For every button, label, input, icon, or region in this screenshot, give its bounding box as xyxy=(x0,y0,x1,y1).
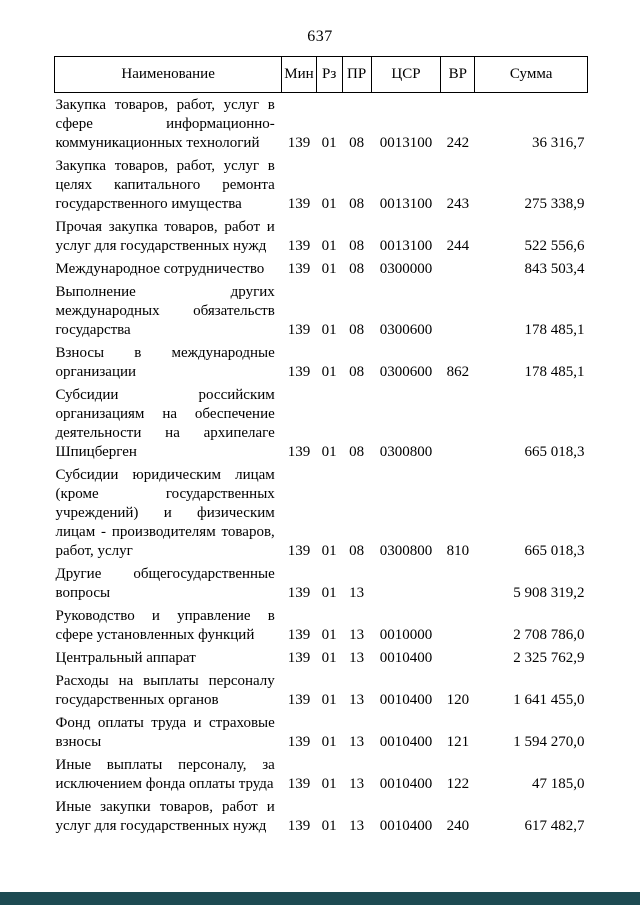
page-bottom-scan-bar xyxy=(0,892,640,905)
row-min: 139 xyxy=(287,818,311,834)
table-row xyxy=(55,341,588,383)
table-row xyxy=(55,280,588,341)
row-name: Руководство и управление в сфере установленных функций xyxy=(55,608,275,643)
row-pr: 08 xyxy=(349,444,365,460)
table-row xyxy=(55,646,588,669)
row-summa: 178 485,1 xyxy=(524,322,585,338)
row-vr: 243 xyxy=(446,196,470,212)
row-csr: 0013100 xyxy=(379,196,433,212)
row-rz: 01 xyxy=(321,444,337,460)
row-name: Субсидии российским организациям на обеспечение деятельности на архипелаге Шпицберген xyxy=(55,387,275,460)
row-vr xyxy=(441,383,475,463)
row-min: 139 xyxy=(287,543,311,559)
row-pr: 08 xyxy=(349,261,365,277)
row-pr: 13 xyxy=(349,818,365,834)
row-min: 139 xyxy=(287,692,311,708)
header-csr: ЦСР xyxy=(371,57,441,93)
row-rz: 01 xyxy=(321,585,337,601)
row-vr: 121 xyxy=(446,734,470,750)
table-row xyxy=(55,93,588,155)
budget-table xyxy=(54,56,588,837)
row-pr: 08 xyxy=(349,543,365,559)
row-csr: 0300800 xyxy=(379,543,433,559)
row-min: 139 xyxy=(287,261,311,277)
row-pr: 13 xyxy=(349,585,365,601)
row-min: 139 xyxy=(287,364,311,380)
row-vr: 120 xyxy=(446,692,470,708)
row-csr xyxy=(371,562,441,604)
row-pr: 13 xyxy=(349,627,365,643)
row-summa: 5 908 319,2 xyxy=(513,585,585,601)
row-name: Международное сотрудничество xyxy=(55,261,265,277)
row-csr: 0010400 xyxy=(379,818,433,834)
table-header-row xyxy=(55,57,588,93)
row-rz: 01 xyxy=(321,196,337,212)
table-row xyxy=(55,669,588,711)
row-vr xyxy=(441,280,475,341)
row-name: Иные закупки товаров, работ и услуг для государственных нужд xyxy=(55,799,275,834)
row-summa: 617 482,7 xyxy=(524,818,585,834)
row-rz: 01 xyxy=(321,261,337,277)
row-name: Другие общегосударственные вопросы xyxy=(55,566,275,601)
row-name: Расходы на выплаты персоналу государственных органов xyxy=(55,673,275,708)
row-min: 139 xyxy=(287,650,311,666)
row-pr: 13 xyxy=(349,776,365,792)
row-vr: 810 xyxy=(446,543,470,559)
row-min: 139 xyxy=(287,196,311,212)
row-min: 139 xyxy=(287,444,311,460)
row-rz: 01 xyxy=(321,322,337,338)
header-vr: ВР xyxy=(441,57,475,93)
row-rz: 01 xyxy=(321,776,337,792)
row-rz: 01 xyxy=(321,734,337,750)
row-vr xyxy=(441,562,475,604)
row-min: 139 xyxy=(287,238,311,254)
row-summa: 2 325 762,9 xyxy=(513,650,585,666)
row-rz: 01 xyxy=(321,650,337,666)
row-name: Фонд оплаты труда и страховые взносы xyxy=(55,715,275,750)
table-row xyxy=(55,711,588,753)
row-vr: 862 xyxy=(446,364,470,380)
row-summa: 36 316,7 xyxy=(532,135,585,151)
row-vr xyxy=(441,604,475,646)
row-name: Центральный аппарат xyxy=(55,650,196,666)
table-row xyxy=(55,383,588,463)
row-pr: 08 xyxy=(349,238,365,254)
row-min: 139 xyxy=(287,135,311,151)
row-summa: 665 018,3 xyxy=(524,444,585,460)
row-csr: 0010400 xyxy=(379,692,433,708)
row-summa: 1 594 270,0 xyxy=(513,734,585,750)
table-row xyxy=(55,215,588,257)
row-rz: 01 xyxy=(321,364,337,380)
row-vr: 244 xyxy=(446,238,470,254)
row-vr: 240 xyxy=(446,818,470,834)
row-summa: 275 338,9 xyxy=(524,196,585,212)
row-name: Закупка товаров, работ, услуг в целях капитального ремонта государственного имущества xyxy=(55,158,275,212)
row-summa: 47 185,0 xyxy=(532,776,585,792)
row-csr: 0010400 xyxy=(379,650,433,666)
row-min: 139 xyxy=(287,585,311,601)
row-rz: 01 xyxy=(321,135,337,151)
row-pr: 08 xyxy=(349,364,365,380)
row-name: Прочая закупка товаров, работ и услуг для государственных нужд xyxy=(55,219,275,254)
header-rz: Рз xyxy=(316,57,342,93)
row-pr: 13 xyxy=(349,734,365,750)
row-name: Закупка товаров, работ, услуг в сфере информационно-коммуникационных технологий xyxy=(55,97,275,151)
row-pr: 13 xyxy=(349,650,365,666)
table-row xyxy=(55,753,588,795)
row-pr: 08 xyxy=(349,322,365,338)
row-csr: 0300000 xyxy=(379,261,433,277)
row-csr: 0013100 xyxy=(379,135,433,151)
table-row xyxy=(55,154,588,215)
row-pr: 13 xyxy=(349,692,365,708)
row-min: 139 xyxy=(287,627,311,643)
row-summa: 665 018,3 xyxy=(524,543,585,559)
table-row xyxy=(55,463,588,562)
row-summa: 843 503,4 xyxy=(524,261,585,277)
row-csr: 0010400 xyxy=(379,734,433,750)
header-pr: ПР xyxy=(342,57,371,93)
row-csr: 0300600 xyxy=(379,364,433,380)
row-min: 139 xyxy=(287,776,311,792)
row-csr: 0300600 xyxy=(379,322,433,338)
table-body xyxy=(55,93,588,838)
row-rz: 01 xyxy=(321,627,337,643)
row-summa: 522 556,6 xyxy=(524,238,585,254)
row-summa: 1 641 455,0 xyxy=(513,692,585,708)
table-row xyxy=(55,795,588,837)
table-row xyxy=(55,257,588,280)
row-name: Выполнение других международных обязательств государства xyxy=(55,284,275,338)
row-vr: 242 xyxy=(446,135,470,151)
page-number: 637 xyxy=(307,28,333,45)
row-rz: 01 xyxy=(321,692,337,708)
row-rz: 01 xyxy=(321,543,337,559)
row-vr xyxy=(441,257,475,280)
row-vr: 122 xyxy=(446,776,470,792)
row-min: 139 xyxy=(287,322,311,338)
row-pr: 08 xyxy=(349,135,365,151)
row-name: Взносы в международные организации xyxy=(55,345,275,380)
row-pr: 08 xyxy=(349,196,365,212)
row-rz: 01 xyxy=(321,238,337,254)
row-summa: 2 708 786,0 xyxy=(513,627,585,643)
row-csr: 0013100 xyxy=(379,238,433,254)
row-summa: 178 485,1 xyxy=(524,364,585,380)
header-summa: Сумма xyxy=(475,57,588,93)
table-row xyxy=(55,562,588,604)
header-min: Мин xyxy=(282,57,316,93)
row-csr: 0010400 xyxy=(379,776,433,792)
table-row xyxy=(55,604,588,646)
row-vr xyxy=(441,646,475,669)
header-name: Наименование xyxy=(55,57,282,93)
row-name: Субсидии юридическим лицам (кроме государственных учреждений) и физическим лицам - производителям товаров, работ, услуг xyxy=(55,467,275,559)
row-name: Иные выплаты персоналу, за исключением фонда оплаты труда xyxy=(55,757,275,792)
row-csr: 0010000 xyxy=(379,627,433,643)
row-csr: 0300800 xyxy=(379,444,433,460)
row-min: 139 xyxy=(287,734,311,750)
row-rz: 01 xyxy=(321,818,337,834)
